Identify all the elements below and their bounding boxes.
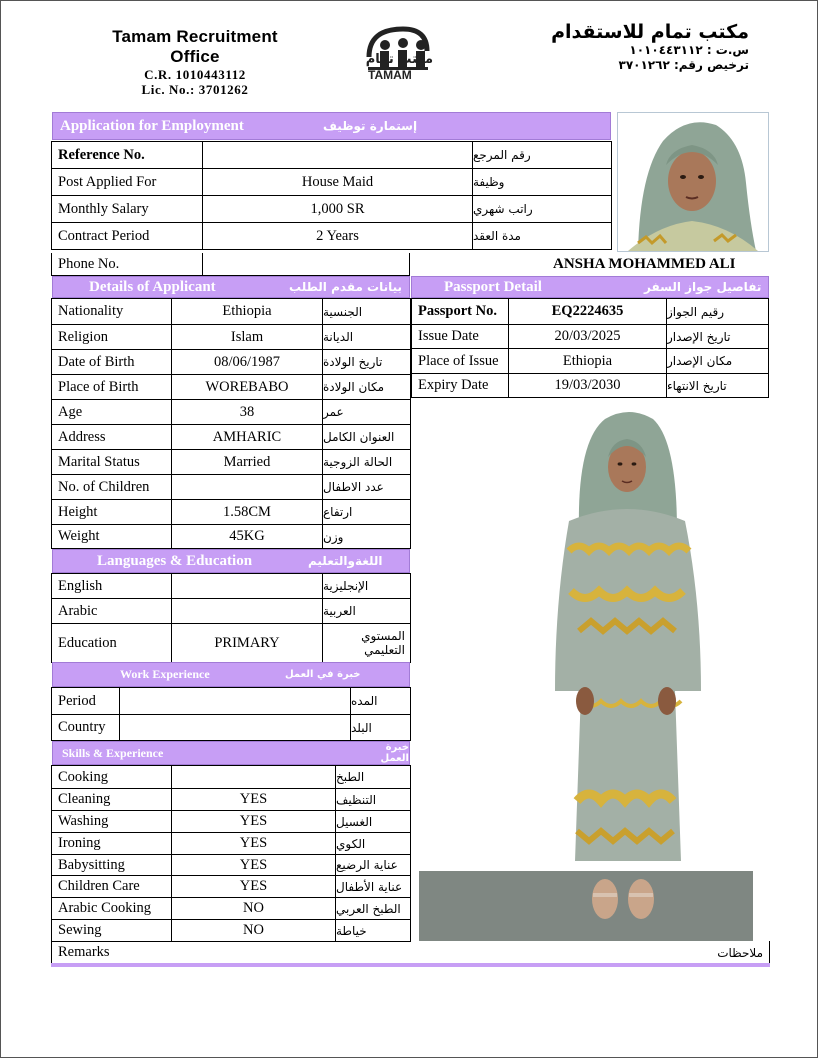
- phone-value: [202, 253, 410, 276]
- details-value-3: WOREBABO: [171, 374, 323, 400]
- work-value-0: [119, 687, 351, 715]
- passport-value-0: EQ2224635: [508, 298, 667, 325]
- remarks-label-ar: ملاحظات: [717, 945, 763, 960]
- details-title-en: Details of Applicant: [89, 278, 216, 295]
- work-title-band: [52, 662, 410, 687]
- details-label-ar-4: عمر: [322, 399, 411, 425]
- application-label-ar-3: مدة العقد: [472, 222, 612, 250]
- skills-label-ar-2: الغسيل: [335, 810, 411, 833]
- languages-label-ar-2: المستوي التعليمي: [322, 623, 411, 663]
- details-label-5: Address: [51, 424, 172, 450]
- skills-label-3: Ironing: [51, 832, 172, 855]
- details-label-3: Place of Birth: [51, 374, 172, 400]
- skills-value-5: YES: [171, 875, 336, 898]
- phone-label: Phone No.: [51, 253, 203, 276]
- passport-value-1: 20/03/2025: [508, 324, 667, 349]
- company-cr-ar: س.ت : ١٠١٠٤٤٣١١٢: [629, 43, 749, 57]
- details-label-ar-3: مكان الولادة: [322, 374, 411, 400]
- details-value-6: Married: [171, 449, 323, 475]
- skills-label-2: Washing: [51, 810, 172, 833]
- details-title-band: [52, 276, 410, 298]
- work-value-1: [119, 714, 351, 741]
- skills-title-en: Skills & Experience: [62, 745, 164, 760]
- application-value-1: House Maid: [202, 168, 473, 196]
- details-label-ar-7: عدد الاطفال: [322, 474, 411, 500]
- languages-title-ar: اللغةوالتعليم: [308, 554, 383, 568]
- details-label-1: Religion: [51, 324, 172, 350]
- application-value-3: 2 Years: [202, 222, 473, 250]
- work-label-ar-1: البلد: [350, 714, 411, 741]
- skills-value-6: NO: [171, 897, 336, 920]
- company-license-en: Lic. No.: 3701262: [141, 82, 249, 97]
- application-label-ar-2: راتب شهري: [472, 195, 612, 223]
- passport-title-band: [411, 276, 769, 298]
- passport-label-ar-1: تاريخ الإصدار: [666, 324, 769, 349]
- passport-value-2: Ethiopia: [508, 348, 667, 374]
- details-value-1: Islam: [171, 324, 323, 350]
- skills-value-0: [171, 765, 336, 789]
- details-label-6: Marital Status: [51, 449, 172, 475]
- details-title-ar: بيانات مقدم الطلب: [289, 280, 403, 294]
- company-name-en: Tamam Recruitment Office: [112, 27, 278, 66]
- company-header-en: [89, 27, 301, 97]
- details-value-2: 08/06/1987: [171, 349, 323, 375]
- application-label-1: Post Applied For: [51, 168, 203, 196]
- application-label-2: Monthly Salary: [51, 195, 203, 223]
- skills-value-3: YES: [171, 832, 336, 855]
- applicant-name: ANSHA MOHAMMED ALI: [553, 256, 736, 272]
- skills-label-6: Arabic Cooking: [51, 897, 172, 920]
- remarks-row: [51, 941, 770, 964]
- languages-label-ar-1: العربية: [322, 598, 411, 624]
- bottom-divider: [51, 963, 770, 967]
- passport-label-ar-2: مكان الإصدار: [666, 348, 769, 374]
- application-label-ar-1: وظيفة: [472, 168, 612, 196]
- skills-label-ar-7: خياطة: [335, 919, 411, 942]
- company-license-ar: ترخيص رقم: ٣٧٠١٢٦٢: [618, 58, 749, 72]
- skills-value-7: NO: [171, 919, 336, 942]
- skills-title-ar: خبرة العمل: [380, 742, 409, 764]
- application-title-band: [52, 112, 611, 140]
- passport-label-2: Place of Issue: [411, 348, 509, 374]
- applicant-portrait-photo: [617, 112, 769, 252]
- passport-value-3: 19/03/2030: [508, 373, 667, 398]
- languages-value-0: [171, 573, 323, 599]
- skills-label-ar-5: عناية الأطفال: [335, 875, 411, 898]
- details-label-0: Nationality: [51, 298, 172, 325]
- full-body-photo: [419, 401, 769, 941]
- work-title-en: Work Experience: [120, 667, 210, 681]
- details-label-ar-1: الديانة: [322, 324, 411, 350]
- passport-label-3: Expiry Date: [411, 373, 509, 398]
- details-label-7: No. of Children: [51, 474, 172, 500]
- languages-title-en: Languages & Education: [97, 552, 253, 569]
- details-value-8: 1.58CM: [171, 499, 323, 525]
- application-title-ar: إستمارة توظيف: [323, 119, 418, 133]
- passport-label-1: Issue Date: [411, 324, 509, 349]
- logo-text-ar: مكتب تمام: [365, 52, 433, 67]
- passport-title-en: Passport Detail: [444, 278, 542, 295]
- skills-label-ar-4: عناية الرضيع: [335, 854, 411, 876]
- details-label-ar-9: وزن: [322, 524, 411, 549]
- languages-value-1: [171, 598, 323, 624]
- skills-label-7: Sewing: [51, 919, 172, 942]
- details-value-9: 45KG: [171, 524, 323, 549]
- skills-title-band: [52, 741, 410, 765]
- details-value-7: [171, 474, 323, 500]
- skills-label-1: Cleaning: [51, 788, 172, 811]
- company-cr-en: C.R. 1010443112: [144, 67, 246, 82]
- languages-value-2: PRIMARY: [171, 623, 323, 663]
- languages-title-band: [52, 549, 410, 573]
- skills-value-1: YES: [171, 788, 336, 811]
- skills-value-2: YES: [171, 810, 336, 833]
- skills-label-ar-1: التنظيف: [335, 788, 411, 811]
- details-label-ar-2: تاريخ الولادة: [322, 349, 411, 375]
- company-name-ar: مكتب تمام للاستقدام: [551, 21, 749, 43]
- skills-label-ar-3: الكوي: [335, 832, 411, 855]
- details-label-9: Weight: [51, 524, 172, 549]
- passport-title-ar: تفاصيل جواز السفر: [644, 280, 762, 294]
- skills-label-5: Children Care: [51, 875, 172, 898]
- work-label-1: Country: [51, 714, 120, 741]
- skills-label-4: Babysitting: [51, 854, 172, 876]
- skills-label-ar-6: الطبخ العربي: [335, 897, 411, 920]
- passport-label-ar-3: تاريخ الانتهاء: [666, 373, 769, 398]
- languages-label-0: English: [51, 573, 172, 599]
- application-label-0: Reference No.: [51, 141, 203, 169]
- logo-text-en: TAMAM: [368, 68, 412, 81]
- application-value-0: [202, 141, 473, 169]
- details-label-ar-5: العنوان الكامل: [322, 424, 411, 450]
- application-value-2: 1,000 SR: [202, 195, 473, 223]
- application-label-3: Contract Period: [51, 222, 203, 250]
- company-header-ar: [537, 21, 749, 73]
- work-label-ar-0: المده: [350, 687, 411, 715]
- languages-label-ar-0: الإنجليزية: [322, 573, 411, 599]
- passport-label-0: Passport No.: [411, 298, 509, 325]
- details-label-2: Date of Birth: [51, 349, 172, 375]
- skills-value-4: YES: [171, 854, 336, 876]
- details-value-0: Ethiopia: [171, 298, 323, 325]
- skills-label-0: Cooking: [51, 765, 172, 789]
- skills-label-ar-0: الطبخ: [335, 765, 411, 789]
- languages-label-2: Education: [51, 623, 172, 663]
- details-label-4: Age: [51, 399, 172, 425]
- details-label-ar-0: الجنسية: [322, 298, 411, 325]
- details-label-ar-8: ارتفاع: [322, 499, 411, 525]
- details-label-8: Height: [51, 499, 172, 525]
- details-value-5: AMHARIC: [171, 424, 323, 450]
- details-value-4: 38: [171, 399, 323, 425]
- application-label-ar-0: رقم المرجع: [472, 141, 612, 169]
- work-title-ar: خبرة في العمل: [285, 669, 361, 680]
- work-label-0: Period: [51, 687, 120, 715]
- application-title-en: Application for Employment: [60, 117, 244, 134]
- details-label-ar-6: الحالة الزوجية: [322, 449, 411, 475]
- passport-label-ar-0: رقيم الجواز: [666, 298, 769, 325]
- remarks-label: Remarks: [58, 944, 110, 960]
- languages-label-1: Arabic: [51, 598, 172, 624]
- company-logo: [363, 23, 485, 81]
